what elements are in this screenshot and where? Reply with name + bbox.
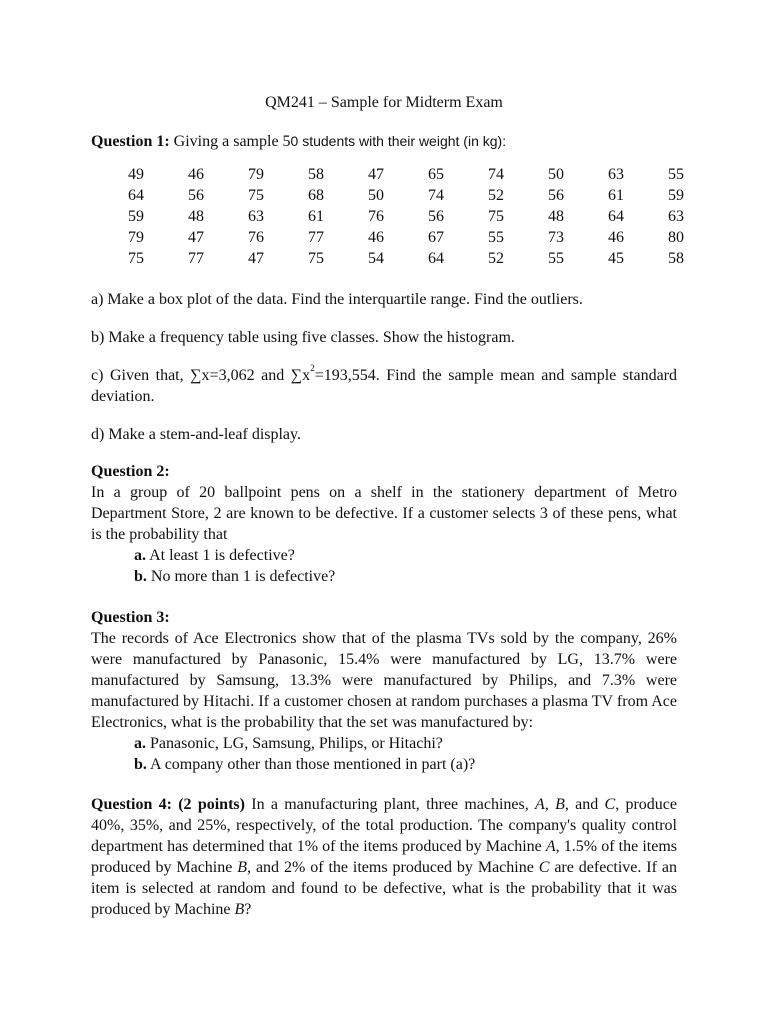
table-cell: 58 xyxy=(308,166,324,183)
question-3-a-text: Panasonic, LG, Samsung, Philips, or Hitachi? xyxy=(150,735,443,752)
table-cell: 74 xyxy=(428,187,444,204)
table-cell: 74 xyxy=(488,166,504,183)
question-3-b-text: A company other than those mentioned in part (a)? xyxy=(150,756,476,773)
question-1-part-c xyxy=(91,365,677,407)
table-cell: 46 xyxy=(188,166,204,183)
question-1-label: Question 1: xyxy=(91,133,170,150)
table-cell: 68 xyxy=(308,187,324,204)
table-cell: 75 xyxy=(488,208,504,225)
table-cell: 47 xyxy=(248,250,264,267)
table-cell: 67 xyxy=(428,229,444,246)
table-cell: 55 xyxy=(668,166,684,183)
table-cell: 77 xyxy=(188,250,204,267)
table-cell: 55 xyxy=(488,229,504,246)
machine-c-ref: C xyxy=(538,859,550,876)
question-1-intro-sans: 0 students with their weight (in kg): xyxy=(290,133,507,149)
question-4-text-5: , 1.5% of the items produced by Machine xyxy=(91,838,677,876)
table-cell: 75 xyxy=(248,187,264,204)
question-2-part-b xyxy=(91,566,677,587)
question-1-intro-text: Giving a sample 5 xyxy=(173,133,291,150)
question-3-a-label: a. xyxy=(134,735,146,752)
table-cell: 52 xyxy=(488,187,504,204)
table-cell: 56 xyxy=(548,187,564,204)
table-cell: 47 xyxy=(368,166,384,183)
question-4-label: Question 4: (2 points) xyxy=(91,796,245,813)
table-cell: 79 xyxy=(248,166,264,183)
table-cell: 47 xyxy=(188,229,204,246)
table-cell: 64 xyxy=(428,250,444,267)
table-cell: 54 xyxy=(368,250,384,267)
table-cell: 59 xyxy=(668,187,684,204)
table-cell: 48 xyxy=(188,208,204,225)
table-cell: 58 xyxy=(668,250,684,267)
table-cell: 48 xyxy=(548,208,564,225)
table-cell: 80 xyxy=(668,229,684,246)
table-row xyxy=(106,248,706,269)
machine-a: A xyxy=(535,796,545,813)
table-row xyxy=(106,227,706,248)
table-cell: 76 xyxy=(248,229,264,246)
question-1-part-d: d) Make a stem-and-leaf display. xyxy=(91,426,301,443)
question-3-text: The records of Ace Electronics show that of the plasma TVs sold by the company, 26% were manufactured by Panasonic, 15.4% were manufactured by LG, 13.7% were manufactured by Samsung, 13.3% were manufactured by Philips, and 7.3% were manufactured by Hitachi. If a customer chosen at random purchases a plasma TV from Ace Electronics, what is the probability that the set was manufactured by: xyxy=(91,630,677,731)
part-c-text-1: c) Given that, ∑x=3,062 and ∑x xyxy=(91,367,311,384)
question-4-text-2: , xyxy=(544,796,556,813)
page-title: QM241 – Sample for Midterm Exam xyxy=(265,94,503,111)
question-4-text-3: , and xyxy=(564,796,605,813)
question-2-a-label: a. xyxy=(134,547,146,564)
question-2-a-text: At least 1 is defective? xyxy=(149,547,295,564)
part-c-superscript: 2 xyxy=(310,363,315,373)
table-cell: 65 xyxy=(428,166,444,183)
table-cell: 49 xyxy=(128,166,144,183)
question-4 xyxy=(91,794,677,920)
question-4-text-6: , and 2% of the items produced by Machine xyxy=(247,859,539,876)
machine-c: C xyxy=(604,796,616,813)
question-2-text: In a group of 20 ballpoint pens on a shelf in the stationery department of Metro Department Store, 2 are known to be defective. If a customer selects 3 of these pens, what is the probability that xyxy=(91,484,677,543)
machine-b-final: B xyxy=(234,901,245,918)
table-row xyxy=(106,206,706,227)
question-3-label: Question 3: xyxy=(91,609,170,626)
table-cell: 61 xyxy=(608,187,624,204)
table-cell: 56 xyxy=(188,187,204,204)
question-1-intro xyxy=(91,131,506,152)
question-2-label: Question 2: xyxy=(91,463,170,480)
question-2-b-text: No more than 1 is defective? xyxy=(150,568,336,585)
question-2-part-a xyxy=(91,545,677,566)
table-cell: 75 xyxy=(308,250,324,267)
table-row xyxy=(106,185,706,206)
machine-a-ref: A xyxy=(545,838,556,855)
table-cell: 55 xyxy=(548,250,564,267)
question-3-b-label: b. xyxy=(134,756,147,773)
table-cell: 46 xyxy=(608,229,624,246)
table-cell: 61 xyxy=(308,208,324,225)
question-2-b-label: b. xyxy=(134,568,147,585)
table-cell: 76 xyxy=(368,208,384,225)
table-cell: 63 xyxy=(668,208,684,225)
machine-b-ref: B xyxy=(237,859,248,876)
question-4-text-1: In a manufacturing plant, three machines, xyxy=(244,796,536,813)
question-3 xyxy=(91,607,677,775)
part-c-text-2: =193,554. Find the sample mean and sample standard deviation. xyxy=(91,367,677,405)
question-3-part-b xyxy=(91,754,677,775)
question-4-text-7: are defective. If an item is selected at random and found to be defective, what is the probability that it was produced by Machine xyxy=(91,859,677,918)
table-cell: 50 xyxy=(548,166,564,183)
table-cell: 63 xyxy=(248,208,264,225)
table-cell: 46 xyxy=(368,229,384,246)
table-cell: 79 xyxy=(128,229,144,246)
table-cell: 73 xyxy=(548,229,564,246)
machine-b: B xyxy=(555,796,565,813)
question-2 xyxy=(91,461,677,587)
table-cell: 45 xyxy=(608,250,624,267)
weights-data-table xyxy=(106,164,706,269)
table-cell: 64 xyxy=(608,208,624,225)
question-4-text-4: , produce 40%, 35%, and 25%, respectively, of the total production. The company's quality control department has determined that 1% of the items produced by Machine xyxy=(91,796,678,855)
table-cell: 56 xyxy=(428,208,444,225)
table-cell: 50 xyxy=(368,187,384,204)
table-cell: 63 xyxy=(608,166,624,183)
question-3-part-a xyxy=(91,733,677,754)
question-1-part-a: a) Make a box plot of the data. Find the interquartile range. Find the outliers. xyxy=(91,291,583,308)
table-cell: 59 xyxy=(128,208,144,225)
table-cell: 75 xyxy=(128,250,144,267)
table-cell: 52 xyxy=(488,250,504,267)
question-1-part-b: b) Make a frequency table using five classes. Show the histogram. xyxy=(91,329,515,346)
table-cell: 77 xyxy=(308,229,324,246)
question-4-text-8: ? xyxy=(244,901,252,918)
table-row xyxy=(106,164,706,185)
table-cell: 64 xyxy=(128,187,144,204)
